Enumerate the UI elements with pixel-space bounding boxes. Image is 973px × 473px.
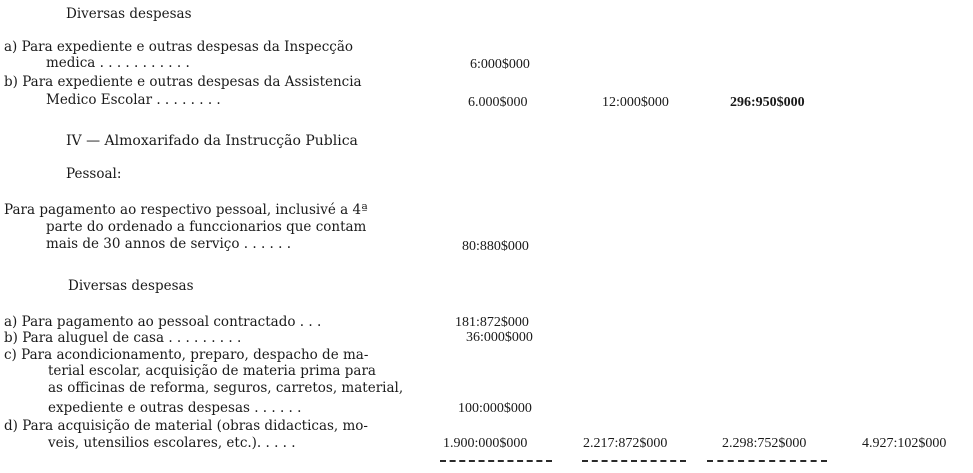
item-b-text: b) Para expediente e outras despesas da Assistencia <box>4 74 362 90</box>
personnel-line-3: mais de 30 annos de serviço . . . . . . <box>46 236 291 252</box>
expense-d-column-4: 4.927:102$000 <box>862 436 947 451</box>
item-a-continuation: medica . . . . . . . . . . . <box>46 55 190 71</box>
expense-c-amount: 100:000$000 <box>458 401 532 416</box>
item-b-amount: 6.000$000 <box>468 95 528 110</box>
expense-d-line-2: veis, utensilios escolares, etc.). . . . . <box>48 435 296 451</box>
item-a-amount: 6:000$000 <box>470 57 530 72</box>
column-3-rule <box>707 460 827 462</box>
section-title: IV — Almoxarifado da Instrucção Publica <box>66 133 358 149</box>
personnel-amount: 80:880$000 <box>462 239 529 254</box>
item-b-total: 296:950$000 <box>730 95 805 110</box>
expense-c-line-1: c) Para acondicionamento, preparo, despacho de ma- <box>4 347 369 363</box>
expense-c-line-3: as officinas de reforma, seguros, carretos, material, <box>48 380 404 396</box>
item-a-text: a) Para expediente e outras despesas da Inspecção <box>4 39 354 55</box>
expense-b-amount: 36:000$000 <box>466 330 533 345</box>
expense-a-amount: 181:872$000 <box>455 315 529 330</box>
expense-d-column-3: 2.298:752$000 <box>722 436 807 451</box>
expense-c-line-2: terial escolar, acquisição de materia prima para <box>48 363 376 379</box>
expense-d-column-2: 2.217:872$000 <box>583 436 668 451</box>
expenses-heading: Diversas despesas <box>68 278 194 294</box>
expense-a-text: a) Para pagamento ao pessoal contractado . . . <box>4 314 322 330</box>
item-b-subtotal: 12:000$000 <box>602 95 669 110</box>
expense-d-amount: 1.900:000$000 <box>443 436 528 451</box>
column-2-rule <box>582 460 686 462</box>
expense-d-line-1: d) Para acquisição de material (obras didacticas, mo- <box>4 418 368 434</box>
personnel-line-1: Para pagamento ao respectivo pessoal, inclusivé a 4ª <box>4 202 368 218</box>
expense-c-line-4: expediente e outras despesas . . . . . . <box>48 400 302 416</box>
section-heading: Diversas despesas <box>66 6 192 22</box>
column-1-rule <box>440 460 552 462</box>
expense-b-text: b) Para aluguel de casa . . . . . . . . . <box>4 330 242 346</box>
item-b-continuation: Medico Escolar . . . . . . . . <box>46 92 221 108</box>
personnel-line-2: parte do ordenado a funccionarios que contam <box>46 219 367 235</box>
personnel-heading: Pessoal: <box>66 166 122 182</box>
